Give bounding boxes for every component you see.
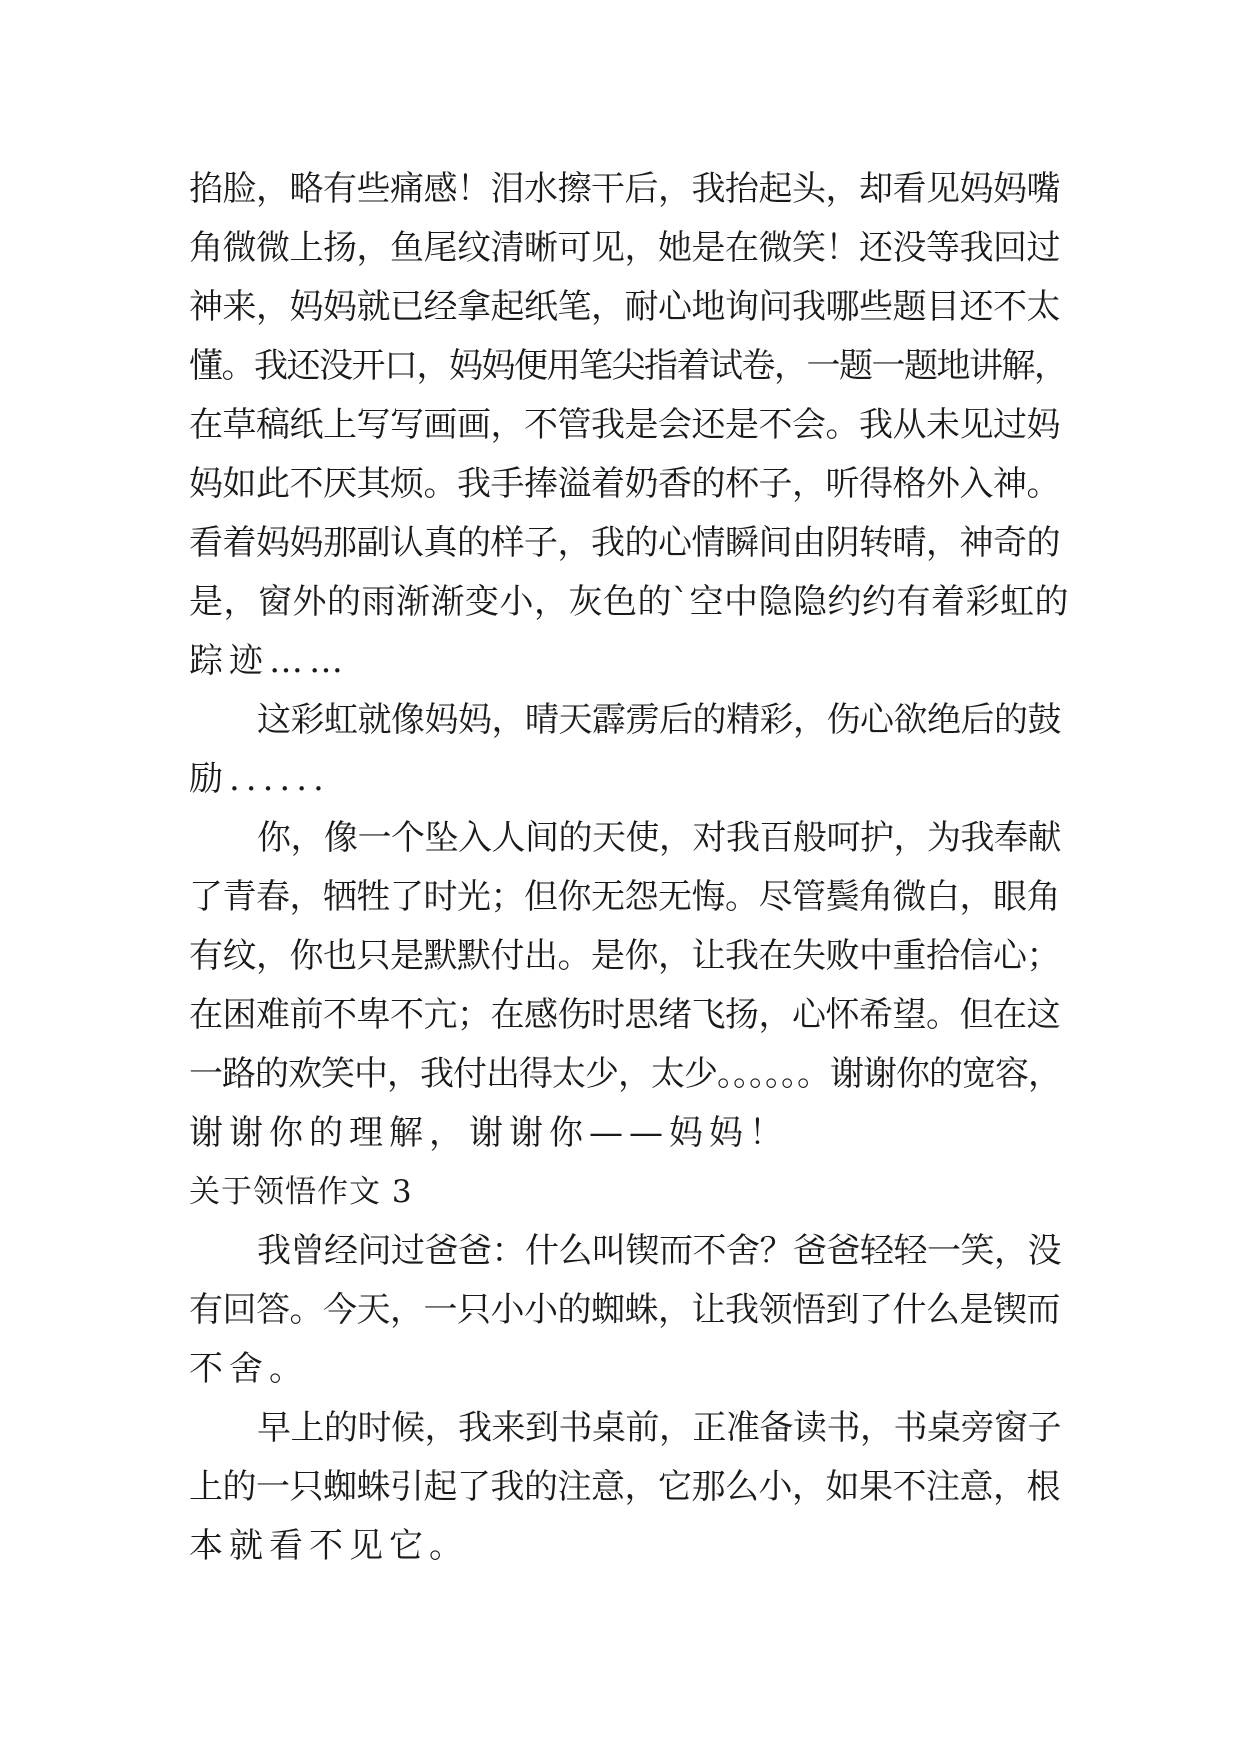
text-line: 看着妈妈那副认真的样子，我的心情瞬间由阴转晴，神奇的 — [189, 523, 1060, 563]
text-line: 上的一只蜘蛛引起了我的注意，它那么小，如果不注意，根 — [189, 1467, 1060, 1507]
text-line: 本就看不见它。 — [189, 1526, 469, 1566]
text-line: 是，窗外的雨渐渐变小，灰色的`空中隐隐约约有着彩虹的 — [189, 582, 1069, 622]
text-line: 神来，妈妈就已经拿起纸笔，耐心地询问我哪些题目还不太 — [189, 287, 1060, 327]
section-heading: 关于领悟作文 3 — [189, 1174, 413, 1210]
text-line: 懂。我还没开口，妈妈便用笔尖指着试卷，一题一题地讲解， — [189, 346, 1067, 386]
text-line: 有纹，你也只是默默付出。是你，让我在失败中重拾信心； — [189, 936, 1060, 976]
text-line: 角微微上扬，鱼尾纹清晰可见，她是在微笑！还没等我回过 — [189, 228, 1060, 268]
paragraph-first-line: 早上的时候，我来到书桌前，正准备读书，书桌旁窗子 — [257, 1408, 1061, 1448]
text-line: 有回答。今天，一只小小的蜘蛛，让我领悟到了什么是锲而 — [189, 1290, 1060, 1330]
paragraph-first-line: 我曾经问过爸爸：什么叫锲而不舍？爸爸轻轻一笑，没 — [257, 1231, 1061, 1271]
text-line: 一路的欢笑中，我付出得太少，太少。。。。。。谢谢你的宽容， — [189, 1054, 1061, 1094]
text-line: 掐脸，略有些痛感！泪水擦干后，我抬起头，却看见妈妈嘴 — [189, 169, 1060, 209]
text-line: 了青春，牺牲了时光；但你无怨无悔。尽管鬓角微白，眼角 — [189, 877, 1060, 917]
text-line: 在草稿纸上写写画画，不管我是会还是不会。我从未见过妈 — [189, 405, 1060, 445]
document-page — [189, 160, 1069, 1576]
paragraph-first-line: 这彩虹就像妈妈，晴天霹雳后的精彩，伤心欲绝后的鼓 — [257, 700, 1061, 740]
text-line: 妈如此不厌其烦。我手捧溢着奶香的杯子，听得格外入神。 — [189, 464, 1060, 504]
paragraph-first-line: 你，像一个坠入人间的天使，对我百般呵护，为我奉献 — [257, 818, 1061, 858]
text-line: 励...... — [189, 759, 330, 799]
text-line: 踪迹…… — [189, 641, 349, 681]
text-line: 不舍。 — [189, 1349, 309, 1389]
text-line: 在困难前不卑不亢；在感伤时思绪飞扬，心怀希望。但在这 — [189, 995, 1060, 1035]
text-line: 谢谢你的理解，谢谢你——妈妈！ — [189, 1113, 789, 1153]
